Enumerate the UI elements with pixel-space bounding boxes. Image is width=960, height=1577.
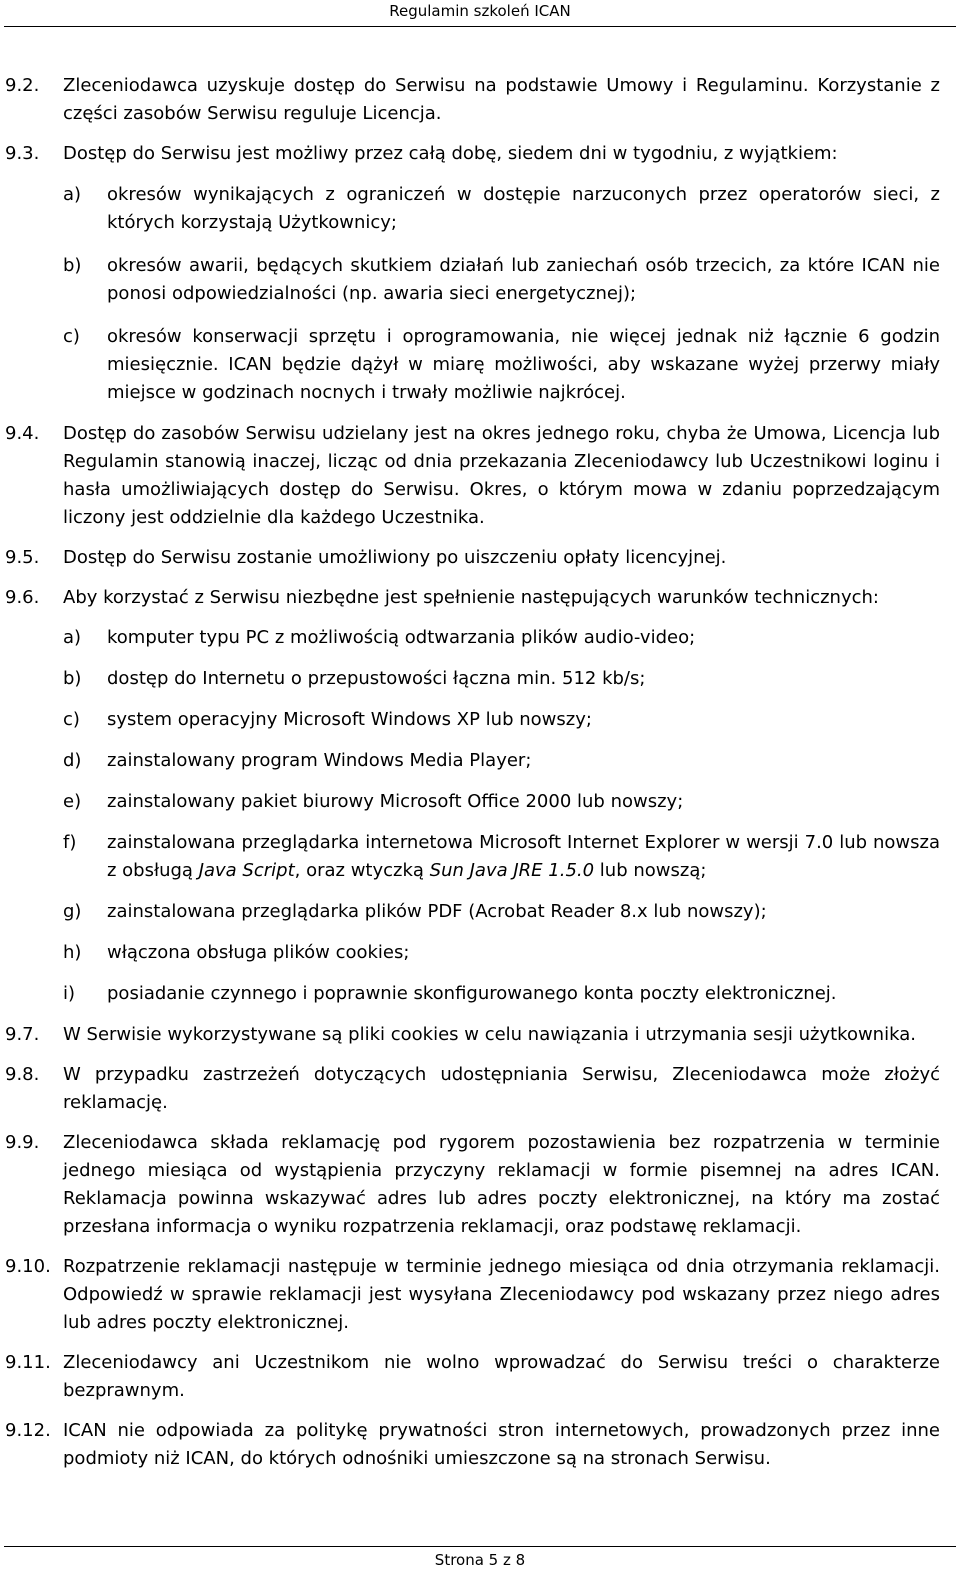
section-number: 9.6. xyxy=(5,587,40,608)
section-text: Zleceniodawca składa reklamację pod rygorem pozostawienia bez rozpatrzenia w terminie jednego miesiąca od wystąpienia przyczyny reklamacji w formie pisemnej na adres ICAN. Reklamacja powinna wskazywać adres lub adres poczty elektronicznej, na który ma zostać przesłana informacja o wyniku rozpatrzenia reklamacji, oraz podstawę reklamacji. xyxy=(63,1132,940,1237)
list-letter: c) xyxy=(63,709,80,730)
section-number: 9.2. xyxy=(5,75,40,96)
list-text-c: lub nowszą; xyxy=(594,860,707,881)
section-number: 9.4. xyxy=(5,423,40,444)
list-item xyxy=(63,829,940,885)
list-letter: d) xyxy=(63,750,82,771)
section-number: 9.11. xyxy=(5,1352,51,1373)
list-item xyxy=(63,323,940,407)
section-number: 9.12. xyxy=(5,1420,51,1441)
section-number: 9.9. xyxy=(5,1132,40,1153)
section-number: 9.8. xyxy=(5,1064,40,1085)
list-text: posiadanie czynnego i poprawnie skonfigurowanego konta poczty elektronicznej. xyxy=(107,983,837,1004)
section-text: W przypadku zastrzeżeń dotyczących udostępniania Serwisu, Zleceniodawca może złożyć reklamację. xyxy=(63,1064,940,1113)
list-letter: f) xyxy=(63,832,77,853)
list-letter: b) xyxy=(63,255,82,276)
list-text-a: zainstalowana przeglądarka internetowa Microsoft Internet Explorer w wersji 7.0 lub nowsza z obsługą xyxy=(107,832,940,881)
list-item xyxy=(63,788,940,816)
section-9-2 xyxy=(0,72,940,128)
list-text: komputer typu PC z możliwością odtwarzania plików audio-video; xyxy=(107,627,696,648)
page-header: Regulamin szkoleń ICAN xyxy=(389,2,571,20)
section-9-9 xyxy=(0,1129,940,1241)
list-text: dostęp do Internetu o przepustowości łączna min. 512 kb/s; xyxy=(107,668,646,689)
list-item xyxy=(63,747,940,775)
section-9-10 xyxy=(0,1253,940,1337)
section-text: Dostęp do Serwisu zostanie umożliwiony po uiszczeniu opłaty licencyjnej. xyxy=(63,547,727,568)
section-text: W Serwisie wykorzystywane są pliki cookies w celu nawiązania i utrzymania sesji użytkownika. xyxy=(63,1024,916,1045)
list-letter: g) xyxy=(63,901,82,922)
section-9-3 xyxy=(0,140,940,168)
section-number: 9.3. xyxy=(5,143,40,164)
section-9-5 xyxy=(0,544,940,572)
section-9-6 xyxy=(0,584,940,612)
list-text: włączona obsługa plików cookies; xyxy=(107,942,410,963)
section-9-8 xyxy=(0,1061,940,1117)
page-number: Strona 5 z 8 xyxy=(434,1551,526,1569)
section-9-11 xyxy=(0,1349,940,1405)
list-text: okresów konserwacji sprzętu i oprogramowania, nie więcej jednak niż łącznie 6 godzin miesięcznie. ICAN będzie dążył w miarę możliwości, aby wskazane wyżej przerwy miały miejsce w godzinach nocnych i trwały możliwie najkrócej. xyxy=(107,326,940,403)
list-letter: i) xyxy=(63,983,76,1004)
list-letter: e) xyxy=(63,791,82,812)
list-text: zainstalowany program Windows Media Player; xyxy=(107,750,532,771)
list-letter: b) xyxy=(63,668,82,689)
section-9-3-list xyxy=(0,181,940,407)
list-item xyxy=(63,624,940,652)
section-text: Dostęp do zasobów Serwisu udzielany jest na okres jednego roku, chyba że Umowa, Licencja lub Regulamin stanowią inaczej, licząc od dnia przekazania Zleceniodawcy lub Uczestnikowi loginu i hasła umożliwiających dostęp do Serwisu. Okres, o którym mowa w zdaniu poprzedzającym liczony jest oddzielnie dla każdego Uczestnika. xyxy=(63,423,940,528)
section-text: Zleceniodawca uzyskuje dostęp do Serwisu na podstawie Umowy i Regulaminu. Korzystanie z części zasobów Serwisu reguluje Licencja. xyxy=(63,75,940,124)
list-letter: h) xyxy=(63,942,82,963)
footer-rule xyxy=(4,1546,956,1547)
section-9-12 xyxy=(0,1417,940,1473)
list-text: okresów wynikających z ograniczeń w dostępie narzuconych przez operatorów sieci, z których korzystają Użytkownicy; xyxy=(107,184,940,233)
list-text: system operacyjny Microsoft Windows XP lub nowszy; xyxy=(107,709,592,730)
section-text: Aby korzystać z Serwisu niezbędne jest spełnienie następujących warunków technicznych: xyxy=(63,587,879,608)
list-item xyxy=(63,939,940,967)
list-letter: c) xyxy=(63,326,80,347)
section-number: 9.10. xyxy=(5,1256,51,1277)
list-item xyxy=(63,252,940,308)
section-9-7 xyxy=(0,1021,940,1049)
section-text: ICAN nie odpowiada za politykę prywatności stron internetowych, prowadzonych przez inne podmioty niż ICAN, do których odnośniki umieszczone są na stronach Serwisu. xyxy=(63,1420,940,1469)
list-item xyxy=(63,980,940,1008)
section-9-4 xyxy=(0,420,940,532)
section-9-6-list xyxy=(0,624,940,1008)
section-text: Rozpatrzenie reklamacji następuje w terminie jednego miesiąca od dnia otrzymania reklamacji. Odpowiedź w sprawie reklamacji jest wysyłana Zleceniodawcy pod wskazany przez niego adres lub adres poczty elektronicznej. xyxy=(63,1256,940,1333)
header-rule xyxy=(4,26,956,27)
list-letter: a) xyxy=(63,184,82,205)
section-number: 9.5. xyxy=(5,547,40,568)
section-text: Zleceniodawcy ani Uczestnikom nie wolno wprowadzać do Serwisu treści o charakterze bezprawnym. xyxy=(63,1352,940,1401)
document-body xyxy=(0,72,960,1485)
list-text: okresów awarii, będących skutkiem działań lub zaniechań osób trzecich, za które ICAN nie ponosi odpowiedzialności (np. awaria sieci energetycznej); xyxy=(107,255,940,304)
list-letter: a) xyxy=(63,627,82,648)
list-item xyxy=(63,181,940,237)
list-text: zainstalowany pakiet biurowy Microsoft Office 2000 lub nowszy; xyxy=(107,791,684,812)
section-text: Dostęp do Serwisu jest możliwy przez całą dobę, siedem dni w tygodniu, z wyjątkiem: xyxy=(63,143,838,164)
list-item xyxy=(63,706,940,734)
list-text-java-script: Java Script xyxy=(198,860,295,881)
section-number: 9.7. xyxy=(5,1024,40,1045)
list-text-sun-java: Sun Java JRE 1.5.0 xyxy=(429,860,595,881)
list-item xyxy=(63,665,940,693)
list-item xyxy=(63,898,940,926)
list-text-b: , oraz wtyczką xyxy=(294,860,430,881)
list-text: zainstalowana przeglądarka plików PDF (Acrobat Reader 8.x lub nowszy); xyxy=(107,901,767,922)
